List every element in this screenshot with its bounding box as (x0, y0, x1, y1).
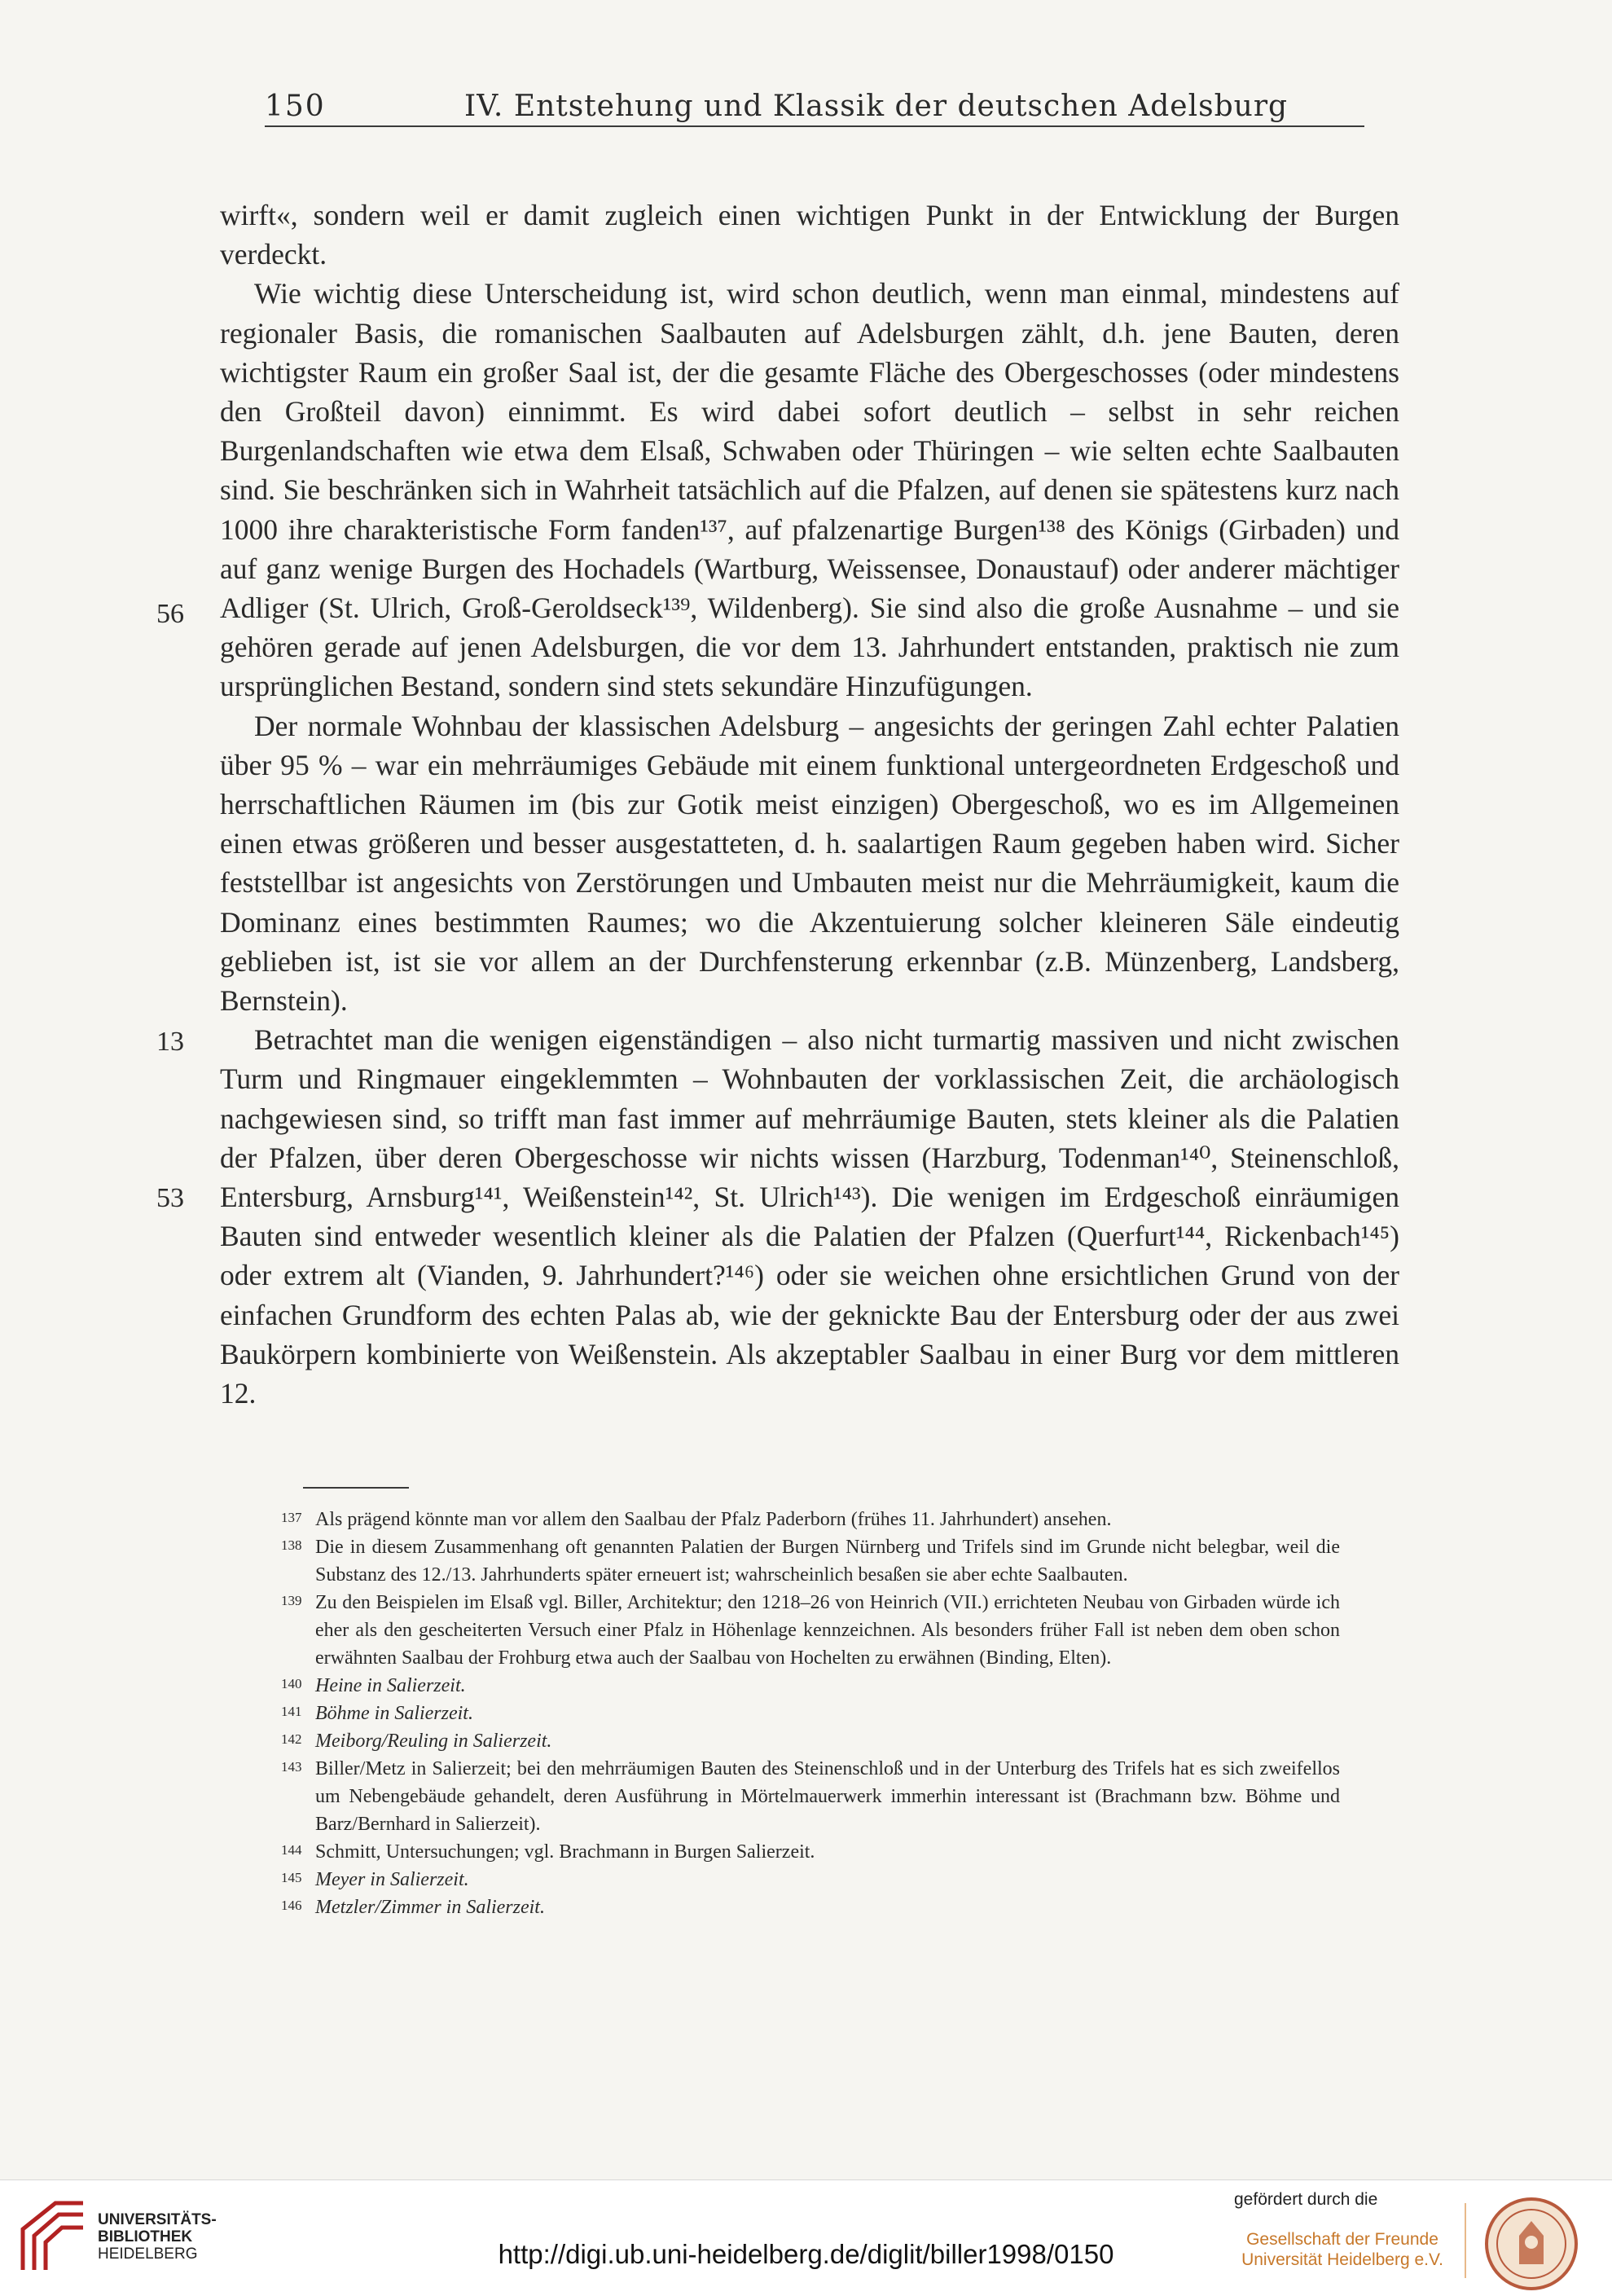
footnote-number: 139 (281, 1593, 302, 1608)
margin-number: 13 (156, 1027, 184, 1057)
paragraph: Wie wichtig diese Unterscheidung ist, wird schon deutlich, wenn man einmal, mindestens auf regionaler Basis, die romanischen Saalbauten auf Adelsburgen zählt, d.h. jene Bauten, deren wichtigster Raum ein großer Saal ist, der die gesamte Fläche des Obergeschosses (oder mindestens den Großteil davon) einnimmt. Es wird dabei sofort deutlich – selbst in sehr reichen Burgenlandschaften wie etwa dem Elsaß, Schwaben oder Thüringen – wie selten echte Saalbauten sind. Sie beschränken sich in Wahrheit tatsächlich auf die Pfalzen, auf denen sie spätestens kurz nach 1000 ihre charakteristische Form fanden¹³⁷, auf pfalzenartige Burgen¹³⁸ des Königs (Girbaden) und auf ganz wenige Burgen des Hochadels (Wartburg, Weissensee, Donaustauf) oder anderer mächtiger Adliger (St. Ulrich, Groß-Geroldseck¹³⁹, Wildenberg). Sie sind also die große Ausnahme – und sie gehören gerade auf jenen Adelsburgen, die vor dem 13. Jahrhundert entstanden, praktisch nie zum ursprünglichen Bestand, sondern sind stets sekundäre Hinzufügungen. (220, 277, 1399, 703)
footnote (281, 1866, 1340, 1894)
page-number: 150 (265, 90, 326, 123)
footnote-number: 146 (281, 1898, 302, 1913)
footnote (281, 1755, 1340, 1838)
footnote-number: 143 (281, 1759, 302, 1775)
sponsor-society[interactable]: Gesellschaft der Freunde Universität Heidelberg e.V. (1241, 2230, 1443, 2269)
footnotes (281, 1506, 1340, 1921)
footnote-number: 140 (281, 1676, 302, 1691)
footnote (281, 1894, 1340, 1921)
library-name: UNIVERSITÄTS- BIBLIOTHEK HEIDELBERG (98, 2211, 217, 2263)
running-title: IV. Entstehung und Klassik der deutschen Adelsburg (464, 90, 1289, 123)
footnote-text: Schmitt, Untersuchungen; vgl. Brachmann in Burgen Salierzeit. (315, 1841, 815, 1863)
footnote-number: 141 (281, 1704, 302, 1719)
footnote-text: Meiborg/Reuling in Salierzeit. (315, 1731, 552, 1752)
sponsor-label: gefördert durch die (1234, 2190, 1378, 2209)
footnote-text: Meyer in Salierzeit. (315, 1869, 469, 1890)
margin-number: 53 (156, 1183, 184, 1213)
footnote-text: Heine in Salierzeit. (315, 1675, 466, 1696)
viewer-footer (0, 2179, 1612, 2296)
footnote (281, 1506, 1340, 1533)
footnote-text: Zu den Beispielen im Elsaß vgl. Biller, Architektur; den 1218–26 von Heinrich (VII.) errichteten Neubau von Girbaden würde ich eher als den gescheiterten Versuch einer Pfalz in Höhenlage kennzeichnen. Als besonders früher Fall ist neben dem oben schon erwähnten Saalbau der Frohburg etwa auch der Saalbau von Hochelten zu erwähnen (Binding, Elten). (315, 1592, 1340, 1669)
footnote-number: 137 (281, 1510, 302, 1525)
footnote-text: Metzler/Zimmer in Salierzeit. (315, 1897, 545, 1918)
page-header (265, 78, 1364, 127)
footnote (281, 1672, 1340, 1700)
footnote-text: Böhme in Salierzeit. (315, 1703, 473, 1724)
footnote (281, 1700, 1340, 1727)
footer-divider (1465, 2203, 1466, 2278)
footnote-number: 144 (281, 1842, 302, 1858)
paragraph: wirft«, sondern weil er damit zugleich einen wichtigen Punkt in der Entwicklung der Burgen verdeckt. (220, 199, 1399, 271)
footnote-number: 142 (281, 1731, 302, 1747)
paragraph: Betrachtet man die wenigen eigenständigen – also nicht turmartig massiven und nicht zwischen Turm und Ringmauer eingeklemmten – Wohnbauten der vorklassischen Zeit, die archäologisch nachgewiesen sind, so trifft man fast immer auf mehrräumige Bauten, stets kleiner als die Palatien der Pfalzen, über deren Obergeschosse wir nichts wissen (Harzburg, Todenman¹⁴⁰, Steinenschloß, Entersburg, Arnsburg¹⁴¹, Weißenstein¹⁴², St. Ulrich¹⁴³). Die wenigen im Erdgeschoß einräumigen Bauten sind entweder wesentlich kleiner als die Palatien der Pfalzen (Querfurt¹⁴⁴, Rickenbach¹⁴⁵) oder extrem alt (Vianden, 9. Jahrhundert?¹⁴⁶) oder sie weichen ohne ersichtlichen Grund von der einfachen Grundform des echten Palas ab, wie der geknickte Bau der Entersburg oder der aus zwei Baukörpern kombinierte von Weißenstein. Als akzeptabler Saalbau in einer Burg vor dem mittleren 12. (220, 1023, 1399, 1410)
body-text (220, 196, 1399, 1413)
footnote (281, 1589, 1340, 1672)
university-seal-icon (1482, 2195, 1580, 2293)
footnote (281, 1838, 1340, 1866)
permalink-url[interactable]: http://digi.ub.uni-heidelberg.de/diglit/biller1998/0150 (498, 2239, 1114, 2269)
footnote-text: Biller/Metz in Salierzeit; bei den mehrräumigen Bauten des Steinenschloß und in der Unterburg des Trifels hat es sich zweifellos um Nebengebäude gehandelt, deren Ausführung in Mörtelmauerwerk immerhin interessant ist (Brachmann bzw. Böhme und Barz/Bernhard in Salierzeit). (315, 1758, 1340, 1835)
margin-number: 56 (156, 599, 184, 629)
footnote-text: Als prägend könnte man vor allem den Saalbau der Pfalz Paderborn (frühes 11. Jahrhundert) ansehen. (315, 1509, 1112, 1530)
footnote-text: Die in diesem Zusammenhang oft genannten Palatien der Burgen Nürnberg und Trifels sind im Grunde nicht belegbar, weil die Substanz des 12./13. Jahrhunderts später erneuert ist; wahrscheinlich besaßen sie aber echte Saalbauten. (315, 1537, 1340, 1586)
footnote-number: 145 (281, 1870, 302, 1885)
footnote-number: 138 (281, 1537, 302, 1553)
footnote (281, 1727, 1340, 1755)
footnote-separator (303, 1487, 409, 1489)
footnote (281, 1533, 1340, 1589)
paragraph: Der normale Wohnbau der klassischen Adelsburg – angesichts der geringen Zahl echter Palatien über 95 % – war ein mehrräumiges Gebäude mit einem funktional untergeordneten Erdgeschoß und herrschaftlichen Räumen im (bis zur Gotik meist einzigen) Obergeschoß, wo es im Allgemeinen einen etwas größeren und besser ausgestatteten, d. h. saalartigen Raum gegeben haben wird. Sicher feststellbar ist angesichts von Zerstörungen und Umbauten meist nur die Mehrräumigkeit, kaum die Dominanz eines bestimmten Raumes; wo die Akzentuierung solcher kleineren Säle eindeutig geblieben ist, ist sie vor allem an der Durchfensterung erkennbar (z.B. Münzenberg, Landsberg, Bernstein). (220, 709, 1399, 1018)
